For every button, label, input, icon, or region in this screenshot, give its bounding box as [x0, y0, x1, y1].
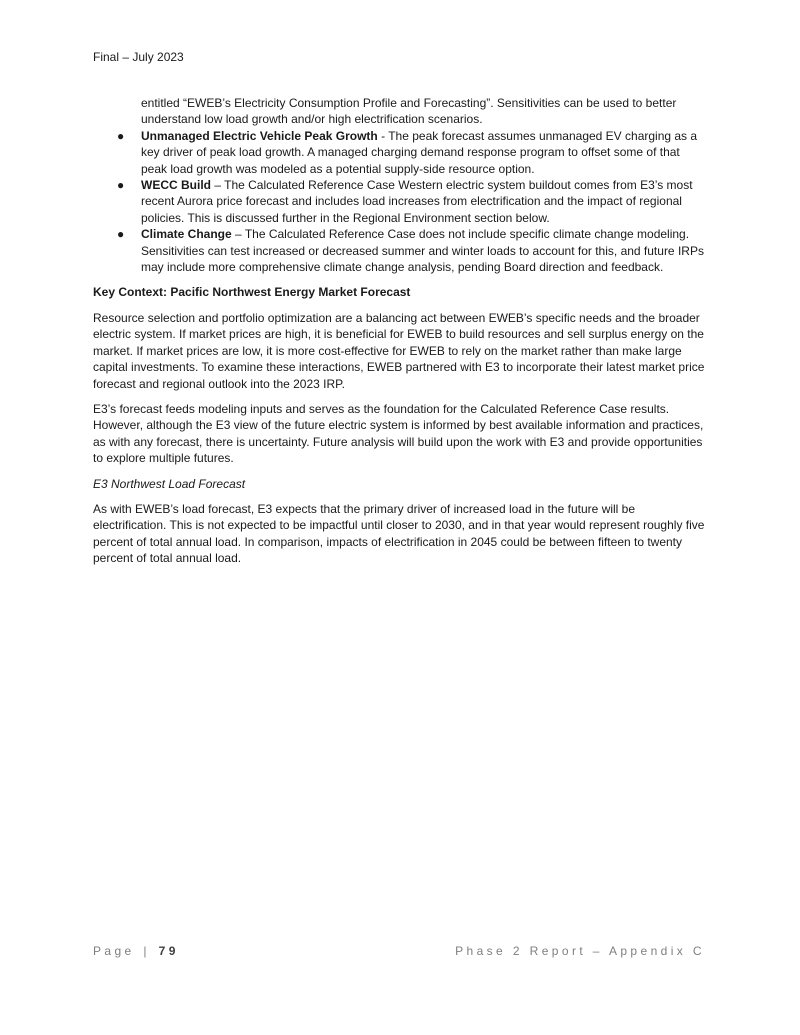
report-label: Phase 2 Report – Appendix C — [455, 944, 705, 958]
page-label: Page — [93, 944, 135, 958]
bullet-term: WECC Build — [141, 178, 211, 193]
page-number-block — [93, 943, 179, 959]
continued-bullet-text: entitled “EWEB’s Electricity Consumption Profile and Forecasting”. Sensitivities can be used to better understand low load growth and/or high electrification scenarios. — [141, 96, 677, 127]
page-number: 79 — [158, 944, 179, 958]
sub-heading: E3 Northwest Load Forecast — [93, 476, 246, 491]
bullet-icon: ● — [117, 227, 125, 242]
sensitivity-list — [93, 128, 708, 276]
footer-separator: | — [143, 944, 150, 958]
bullet-text: - The peak forecast assumes unmanaged EV charging as a key driver of peak load growth. A managed charging demand response program to offset some of that peak load growth was modeled as a potential supply-side resource option. — [141, 128, 698, 176]
bullet-text: – The Calculated Reference Case does not include specific climate change modeling. Sensitivities can test increased or decreased summer and winter loads to account for this, and future IRPs may include more comprehensive climate change analysis, pending Board direction and feedback. — [141, 227, 704, 275]
section-heading: Key Context: Pacific Northwest Energy Market Forecast — [93, 285, 411, 300]
body-paragraph: As with EWEB’s load forecast, E3 expects that the primary driver of increased load in the future will be electrification. This is not expected to be impactful until closer to 2030, and in that year would represent roughly five percent of total annual load. In comparison, impacts of electrification in 2045 could be between fifteen to twenty percent of total annual load. — [93, 501, 705, 566]
bullet-icon: ● — [117, 128, 125, 143]
bullet-icon: ● — [117, 178, 125, 193]
page-content — [93, 95, 708, 567]
list-item — [93, 177, 708, 226]
list-item — [93, 128, 708, 177]
bullet-term: Climate Change — [141, 227, 232, 242]
bullet-text: – The Calculated Reference Case Western electric system buildout comes from E3’s most recent Aurora price forecast and includes load increases from electrification and the impact of regional policies. This is discussed further in the Regional Environment section below. — [141, 178, 693, 225]
list-item — [93, 226, 708, 275]
bullet-term: Unmanaged Electric Vehicle Peak Growth — [141, 128, 378, 143]
running-header: Final – July 2023 — [93, 50, 184, 64]
body-paragraph: E3’s forecast feeds modeling inputs and serves as the foundation for the Calculated Reference Case results. However, although the E3 view of the future electric system is informed by best available information and practices, as with any forecast, there is uncertainty. Future analysis will build upon the work with E3 and provide opportunities to explore multiple futures. — [93, 401, 704, 466]
body-paragraph: Resource selection and portfolio optimization are a balancing act between EWEB’s specific needs and the broader electric system. If market prices are high, it is beneficial for EWEB to build resources and sell surplus energy on the market. If market prices are low, it is more cost-effective for EWEB to rely on the market rather than make large capital investments. To examine these interactions, EWEB partnered with E3 to incorporate their latest market price forecast and regional outlook into the 2023 IRP. — [93, 310, 705, 391]
